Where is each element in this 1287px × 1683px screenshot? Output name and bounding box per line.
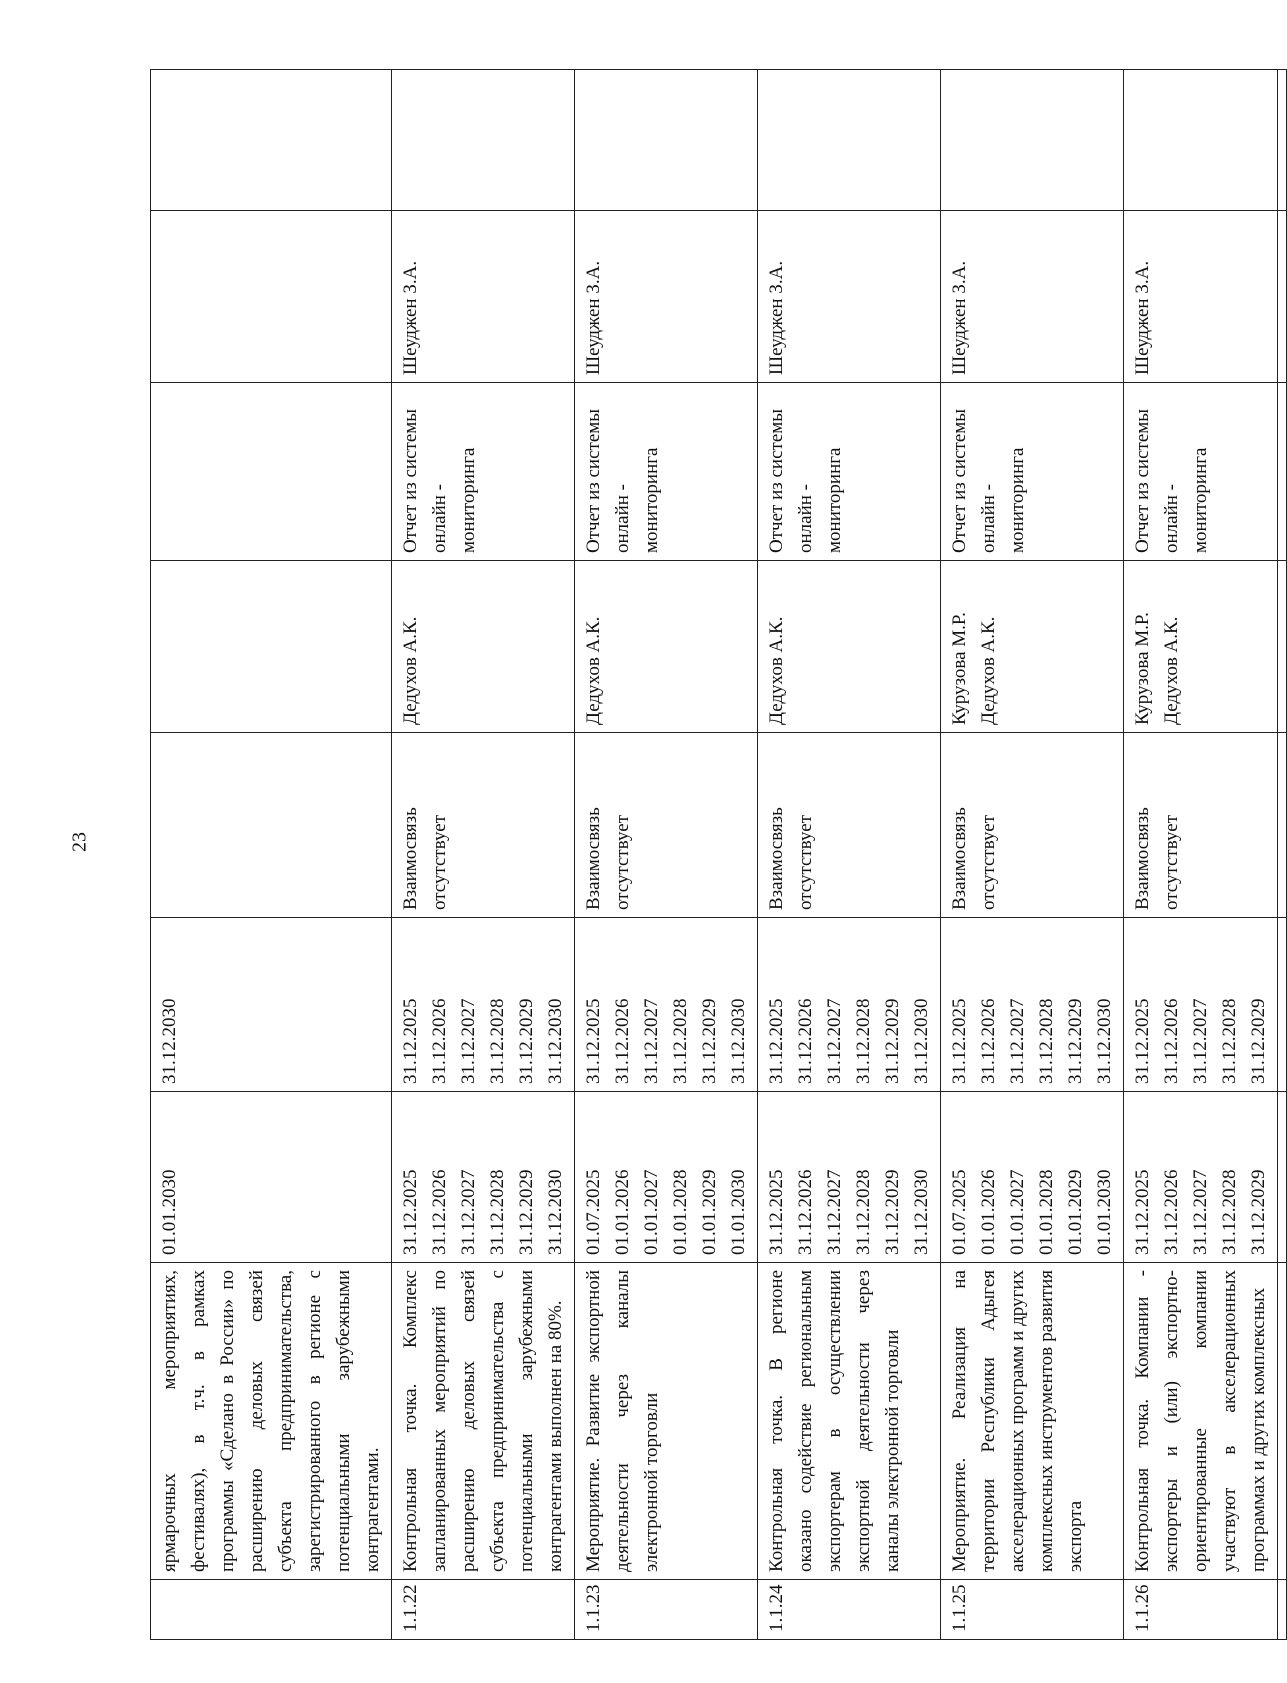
curator-name — [151, 211, 392, 383]
start-date: 01.07.2025 — [949, 1169, 970, 1255]
end-date: 31.12.2026 — [612, 998, 633, 1084]
end-date: 31.12.2027 — [1190, 998, 1211, 1084]
start-date: 31.12.2030 — [545, 1169, 566, 1255]
empty-cell — [1278, 383, 1287, 561]
responsible-cell — [575, 561, 758, 733]
empty-cell — [1124, 70, 1278, 211]
start-date: 31.12.2030 — [911, 1169, 932, 1255]
start-dates — [392, 1092, 575, 1263]
end-date: 31.12.2029 — [882, 998, 903, 1084]
responsible-person: Дедухов А.К. — [1161, 616, 1182, 725]
empty-cell — [1278, 1263, 1287, 1580]
responsible-cell — [151, 561, 392, 733]
responsible-person: Дедухов А.К. — [583, 616, 604, 725]
empty-cell — [1278, 918, 1287, 1092]
end-date: 31.12.2026 — [795, 998, 816, 1084]
row-number: 1.1.26 — [1124, 1580, 1278, 1640]
start-date: 01.01.2030 — [728, 1169, 749, 1255]
start-date: 31.12.2028 — [487, 1169, 508, 1255]
start-date: 31.12.2028 — [1219, 1169, 1240, 1255]
report-type: Отчет из системы онлайн - мониторинга — [392, 383, 575, 561]
relation-cell: Взаимосвязь отсутствует — [758, 733, 941, 918]
report-type: Отчет из системы онлайн - мониторинга — [941, 383, 1124, 561]
start-date: 31.12.2026 — [1161, 1169, 1182, 1255]
start-date: 31.12.2026 — [429, 1169, 450, 1255]
empty-cell — [1278, 1092, 1287, 1263]
end-date: 31.12.2029 — [1065, 998, 1086, 1084]
empty-cell — [1278, 1580, 1287, 1640]
end-date: 31.12.2029 — [699, 998, 720, 1084]
empty-cell — [941, 70, 1124, 211]
responsible-person: Курузова М.Р. — [949, 612, 970, 725]
end-date: 31.12.2027 — [641, 998, 662, 1084]
start-date: 31.12.2025 — [1132, 1169, 1153, 1255]
responsible-cell — [1124, 561, 1278, 733]
start-date: 01.07.2025 — [583, 1169, 604, 1255]
end-date: 31.12.2025 — [1132, 998, 1153, 1084]
responsible-cell — [392, 561, 575, 733]
row-number: 1.1.22 — [392, 1580, 575, 1640]
row-description: Мероприятие. Развитие экспортной деятельности через каналы электронной торговли — [575, 1263, 758, 1580]
responsible-cell — [758, 561, 941, 733]
end-date: 31.12.2028 — [853, 998, 874, 1084]
responsible-person: Дедухов А.К. — [766, 616, 787, 725]
start-date: 01.01.2030 — [1094, 1169, 1115, 1255]
end-date: 31.12.2030 — [1094, 998, 1115, 1084]
responsible-person: Курузова М.Р. — [1132, 612, 1153, 725]
start-date: 01.01.2027 — [641, 1169, 662, 1255]
row-number — [151, 1580, 392, 1640]
start-dates — [758, 1092, 941, 1263]
table-row — [575, 70, 758, 1640]
start-date: 01.01.2027 — [1007, 1169, 1028, 1255]
row-description: Контрольная точка. Комплекс запланированных мероприятий по расширению деловых связей субъекта предпринимательства с потенциальными зарубежными контрагентами выполнен на 80%. — [392, 1263, 575, 1580]
start-dates — [1124, 1092, 1278, 1263]
end-date: 31.12.2029 — [1248, 998, 1269, 1084]
start-date: 01.01.2028 — [1036, 1169, 1057, 1255]
report-type: Отчет из системы онлайн - мониторинга — [758, 383, 941, 561]
curator-name: Шеуджен З.А. — [1124, 211, 1278, 383]
start-date: 01.01.2030 — [159, 1169, 180, 1255]
report-type: Отчет из системы онлайн - мониторинга — [1124, 383, 1278, 561]
start-date: 01.01.2026 — [978, 1169, 999, 1255]
end-date: 31.12.2025 — [766, 998, 787, 1084]
start-dates — [941, 1092, 1124, 1263]
row-number: 1.1.23 — [575, 1580, 758, 1640]
start-date: 31.12.2025 — [766, 1169, 787, 1255]
start-date: 31.12.2026 — [795, 1169, 816, 1255]
start-date: 01.01.2029 — [1065, 1169, 1086, 1255]
table-row-continuation — [1278, 70, 1287, 1640]
empty-cell — [1278, 733, 1287, 918]
end-date: 31.12.2026 — [1161, 998, 1182, 1084]
row-description: Мероприятие. Реализация на территории Республики Адыгея акселерационных программ и других комплексных инструментов развития экспорта — [941, 1263, 1124, 1580]
end-date: 31.12.2025 — [400, 998, 421, 1084]
relation-cell: Взаимосвязь отсутствует — [1124, 733, 1278, 918]
end-date: 31.12.2027 — [458, 998, 479, 1084]
start-date: 31.12.2028 — [853, 1169, 874, 1255]
table-row — [758, 70, 941, 1640]
curator-name: Шеуджен З.А. — [758, 211, 941, 383]
responsible-person: Дедухов А.К. — [978, 616, 999, 725]
curator-name: Шеуджен З.А. — [941, 211, 1124, 383]
end-date: 31.12.2028 — [670, 998, 691, 1084]
table-row — [392, 70, 575, 1640]
report-type: Отчет из системы онлайн - мониторинга — [575, 383, 758, 561]
row-number: 1.1.24 — [758, 1580, 941, 1640]
empty-cell — [758, 70, 941, 211]
empty-cell — [1278, 70, 1287, 211]
start-date: 31.12.2029 — [882, 1169, 903, 1255]
row-description: Контрольная точка. В регионе оказано содействие региональным экспортерам в осуществлении экспортной деятельности через каналы электронной торговли — [758, 1263, 941, 1580]
empty-cell — [1278, 561, 1287, 733]
report-type — [151, 383, 392, 561]
end-date: 31.12.2025 — [949, 998, 970, 1084]
end-date: 31.12.2028 — [487, 998, 508, 1084]
end-dates — [758, 918, 941, 1092]
table-row — [941, 70, 1124, 1640]
end-date: 31.12.2025 — [583, 998, 604, 1084]
curator-name: Шеуджен З.А. — [392, 211, 575, 383]
curator-name: Шеуджен З.А. — [575, 211, 758, 383]
end-dates — [1124, 918, 1278, 1092]
relation-cell: Взаимосвязь отсутствует — [392, 733, 575, 918]
end-date: 31.12.2026 — [978, 998, 999, 1084]
relation-cell: Взаимосвязь отсутствует — [941, 733, 1124, 918]
end-date: 31.12.2027 — [824, 998, 845, 1084]
end-dates — [392, 918, 575, 1092]
start-date: 31.12.2029 — [1248, 1169, 1269, 1255]
empty-cell — [575, 70, 758, 211]
page-number: 23 — [68, 832, 91, 852]
start-date: 31.12.2029 — [516, 1169, 537, 1255]
empty-cell — [392, 70, 575, 211]
end-date: 31.12.2030 — [159, 998, 180, 1084]
action-plan-table — [150, 69, 1287, 1640]
table-row — [1124, 70, 1278, 1640]
end-date: 31.12.2030 — [545, 998, 566, 1084]
start-date: 01.01.2028 — [670, 1169, 691, 1255]
empty-cell — [1278, 211, 1287, 383]
end-dates — [575, 918, 758, 1092]
end-dates — [151, 918, 392, 1092]
end-date: 31.12.2029 — [516, 998, 537, 1084]
start-date: 01.01.2029 — [699, 1169, 720, 1255]
responsible-cell — [941, 561, 1124, 733]
end-dates — [941, 918, 1124, 1092]
row-description: Контрольная точка. Компании - экспортеры и (или) экспортно-ориентированные компании участвуют в акселерационных программах и других комплексных — [1124, 1263, 1278, 1580]
table-row — [151, 70, 392, 1640]
end-date: 31.12.2026 — [429, 998, 450, 1084]
end-date: 31.12.2030 — [728, 998, 749, 1084]
start-date: 31.12.2027 — [458, 1169, 479, 1255]
rotated-page-content — [150, 70, 1269, 1640]
empty-cell — [151, 70, 392, 211]
start-date: 31.12.2027 — [824, 1169, 845, 1255]
end-date: 31.12.2030 — [911, 998, 932, 1084]
start-date: 31.12.2025 — [400, 1169, 421, 1255]
start-date: 01.01.2026 — [612, 1169, 633, 1255]
row-number: 1.1.25 — [941, 1580, 1124, 1640]
end-date: 31.12.2027 — [1007, 998, 1028, 1084]
relation-cell — [151, 733, 392, 918]
relation-cell: Взаимосвязь отсутствует — [575, 733, 758, 918]
start-dates — [575, 1092, 758, 1263]
row-description: ярмарочных мероприятиях, фестивалях), в т.ч. в рамках программы «Сделано в России» по расширению деловых связей субъекта предпринимательства, зарегистрированного в регионе с потенциальными зарубежными контрагентами. — [151, 1263, 392, 1580]
responsible-person: Дедухов А.К. — [400, 616, 421, 725]
start-dates — [151, 1092, 392, 1263]
end-date: 31.12.2028 — [1036, 998, 1057, 1084]
start-date: 31.12.2027 — [1190, 1169, 1211, 1255]
end-date: 31.12.2028 — [1219, 998, 1240, 1084]
